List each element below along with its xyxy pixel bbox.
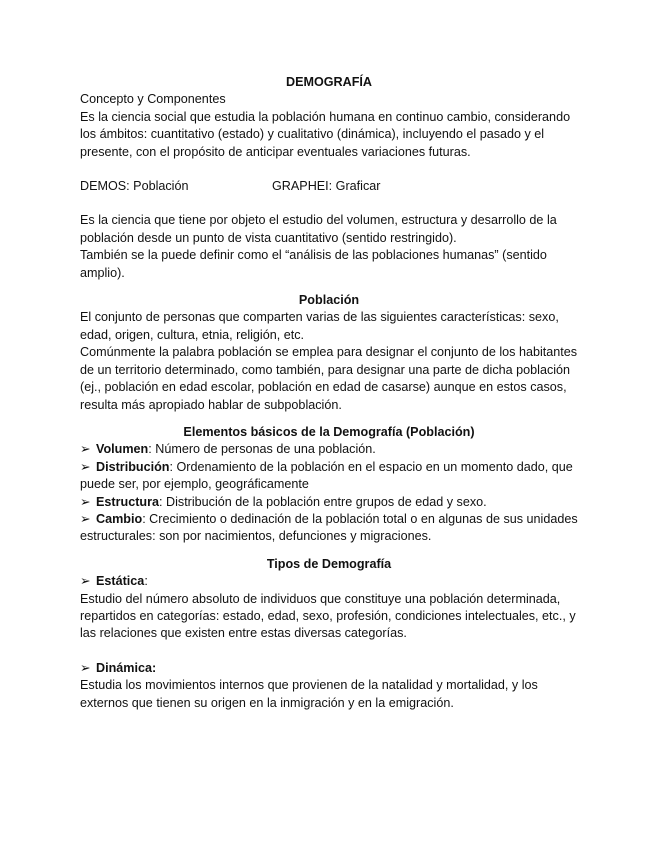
list-item-term: Estructura — [96, 494, 159, 509]
elementos-heading: Elementos básicos de la Demografía (Población) — [183, 424, 475, 439]
arrow-bullet-icon: ➢ — [80, 494, 91, 509]
arrow-bullet-icon: ➢ — [80, 574, 91, 589]
etymology-graphei: GRAPHEI: Graficar — [272, 179, 381, 194]
arrow-bullet-icon: ➢ — [80, 459, 91, 474]
dinamica-paragraph: Estudia los movimientos internos que provienen de la natalidad y mortalidad, y los externos que tienen su origen en la inmigración y en la emigración. — [80, 678, 538, 710]
list-item-text: : Crecimiento o dedinación de la población total o en algunas de sus unidades estructurales: son por nacimientos, defunciones y migraciones. — [80, 511, 578, 544]
arrow-bullet-icon: ➢ — [80, 660, 91, 675]
definition-paragraph-1: Es la ciencia que tiene por objeto el estudio del volumen, estructura y desarrollo de la población desde un punto de vista cuantitativo (sentido restringido). — [80, 213, 557, 245]
document-page — [80, 74, 578, 712]
etymology-demos: DEMOS: Población — [80, 179, 189, 194]
list-item-term: Distribución — [96, 459, 170, 474]
list-item-text: : Número de personas de una población. — [148, 442, 376, 457]
list-item — [80, 511, 578, 546]
list-item — [80, 494, 578, 511]
list-item-text: : Distribución de la población entre grupos de edad y sexo. — [159, 494, 487, 509]
intro-paragraph: Es la ciencia social que estudia la población humana en continuo cambio, considerando los ámbitos: cuantitativo (estado) y cualitativo (dinámica), incluyendo el pasado y el presente, con el propósito de anticipar eventuales variaciones futuras. — [80, 109, 571, 159]
estatica-colon: : — [144, 574, 148, 589]
document-subtitle: Concepto y Componentes — [80, 92, 226, 107]
arrow-bullet-icon: ➢ — [80, 511, 91, 526]
document-title: DEMOGRAFÍA — [285, 75, 373, 89]
estatica-term: Estática — [96, 574, 145, 589]
list-item-term: Cambio — [96, 511, 143, 526]
etymology-row — [80, 178, 578, 195]
poblacion-paragraph-2: Comúnmente la palabra población se emplea para designar el conjunto de los habitantes de un territorio determinado, como también, para designar una parte de dicha población (ej., población en edad escolar, población en edad de casarse) aunque en estos casos, resulta más apropiado hablar de subpoblación. — [80, 345, 578, 412]
list-item-term: Volumen — [96, 442, 149, 457]
list-item-text: : Ordenamiento de la población en el espacio en un momento dado, que puede ser, por ejemplo, geográficamente — [80, 459, 573, 492]
dinamica-heading — [80, 660, 578, 677]
poblacion-heading: Población — [298, 293, 360, 308]
estatica-heading — [80, 573, 578, 590]
definition-paragraph-2: También se la puede definir como el “análisis de las poblaciones humanas” (sentido amplio). — [80, 248, 547, 280]
estatica-paragraph: Estudio del número absoluto de individuos que constituye una población determinada, repartidos en categorías: estado, edad, sexo, profesión, condiciones intelectuales, etc., y las relaciones que existen entre estas diversas categorías. — [80, 591, 576, 641]
list-item — [80, 459, 578, 494]
poblacion-paragraph-1: El conjunto de personas que comparten varias de las siguientes características: sexo, edad, origen, cultura, etnia, religión, etc. — [80, 310, 559, 342]
list-item — [80, 441, 578, 458]
dinamica-term: Dinámica: — [96, 660, 157, 675]
arrow-bullet-icon: ➢ — [80, 442, 91, 457]
tipos-heading: Tipos de Demografía — [266, 556, 392, 571]
